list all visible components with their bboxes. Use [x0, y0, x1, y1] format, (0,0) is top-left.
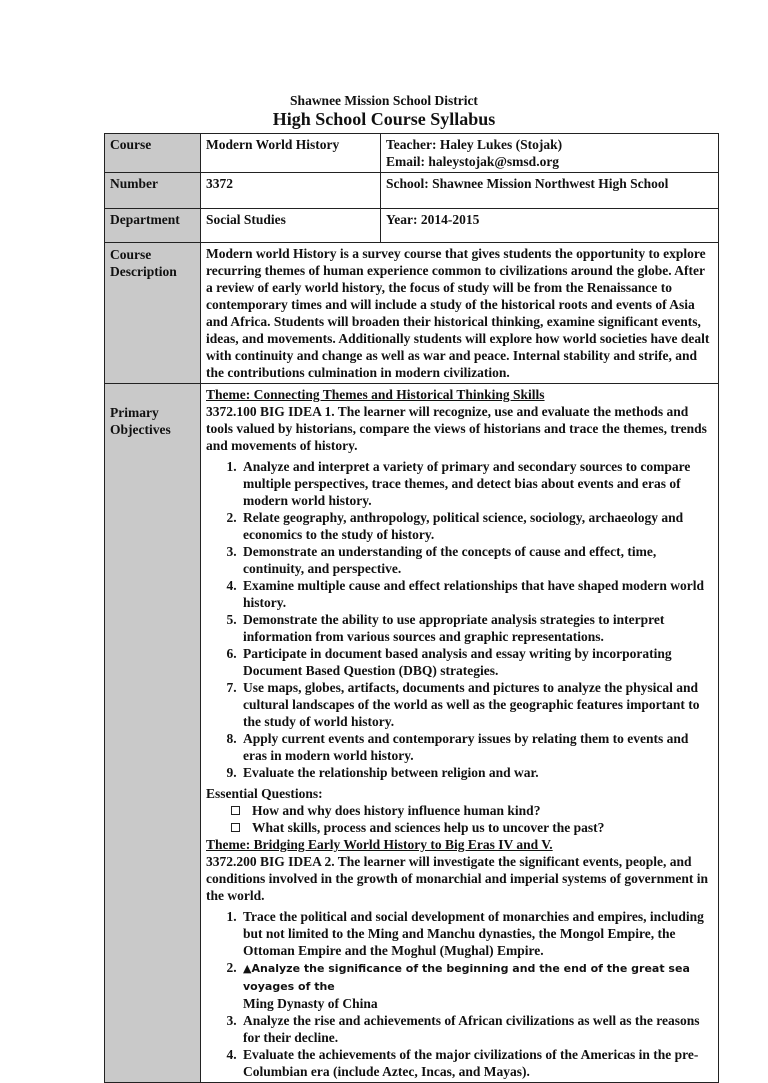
theme-heading-2: Theme: Bridging Early World History to Big Eras IV and V. [206, 837, 553, 852]
list-item: 2. Relate geography, anthropology, political science, sociology, archaeology and economics to the study of history. [240, 509, 713, 543]
list-item-text-continued: Ming Dynasty of China [243, 996, 378, 1011]
essential-question: How and why does history influence human kind? [252, 803, 541, 818]
triangle-icon: ▲ [243, 962, 252, 975]
course-label: Course [105, 134, 201, 173]
list-item [228, 819, 713, 836]
big-idea-1: 3372.100 BIG IDEA 1. The learner will recognize, use and evaluate the methods and tools valued by historians, compare the views of historians and trace the themes, trends and movements of history. [206, 404, 707, 453]
teacher-name: Teacher: Haley Lukes (Stojak) [386, 137, 563, 152]
objectives-content [201, 384, 719, 1083]
list-item: 3. Analyze the rise and achievements of African civilizations as well as the reasons for their decline. [240, 1012, 713, 1046]
objectives-list-2 [206, 908, 713, 1080]
number-label: Number [105, 173, 201, 209]
list-item: 1. Trace the political and social development of monarchies and empires, including but not limited to the Ming and Manchu dynasties, the Mongol Empire, the Ottoman Empire and the Moghul (Mughal) Empire. [240, 908, 713, 959]
objectives-label-line1: Primary [110, 405, 159, 420]
teacher-email: Email: haleystojak@smsd.org [386, 154, 560, 169]
department-value: Social Studies [201, 209, 381, 243]
number-row [105, 173, 719, 209]
essential-question: What skills, process and sciences help us to uncover the past? [252, 820, 605, 835]
checkbox-square-icon [231, 823, 240, 832]
course-description: Modern world History is a survey course that gives students the opportunity to explore recurring themes of human experience common to civilizations around the globe. After a review of early world history, the focus of study will be from the Renaissance to contemporary times and will include a study of the historical roots and events of Asia and Africa. Students will broaden their historical thinking, examine significant events, ideas, and movements. Additionally students will explore how world societies have dealt with continuity and change as well as war and peace. Internal stability and strife, and the contributions culmination in modern civilization. [201, 243, 719, 384]
list-item: 9. Evaluate the relationship between religion and war. [240, 764, 713, 781]
list-item: 6. Participate in document based analysis and essay writing by incorporating Document Based Question (DBQ) strategies. [240, 645, 713, 679]
description-label [105, 243, 201, 384]
teacher-cell [381, 134, 719, 173]
list-item: 7. Use maps, globes, artifacts, documents and pictures to analyze the physical and cultural landscapes of the world as well as the geographic features important to the study of world history. [240, 679, 713, 730]
essential-questions-heading: Essential Questions: [206, 786, 323, 801]
department-row [105, 209, 719, 243]
list-item: 3. Demonstrate an understanding of the concepts of cause and effect, time, continuity, and perspective. [240, 543, 713, 577]
theme-heading-1: Theme: Connecting Themes and Historical Thinking Skills [206, 387, 545, 402]
list-item [240, 959, 713, 1012]
number-value: 3372 [201, 173, 381, 209]
department-label: Department [105, 209, 201, 243]
list-item: 1. Analyze and interpret a variety of primary and secondary sources to compare multiple perspectives, trace themes, and detect bias about events and eras of modern world history. [240, 458, 713, 509]
list-item: 8. Apply current events and contemporary issues by relating them to events and eras in modern world history. [240, 730, 713, 764]
objectives-label [105, 384, 201, 1083]
list-item [228, 802, 713, 819]
syllabus-table [104, 133, 719, 1083]
description-label-line2: Description [110, 264, 177, 279]
list-item: 4. Examine multiple cause and effect relationships that have shaped modern world history. [240, 577, 713, 611]
list-item-text: Analyze the significance of the beginning and the end of the great sea voyages of the [243, 962, 690, 993]
objectives-list-1 [206, 458, 713, 781]
objectives-row [105, 384, 719, 1083]
course-row [105, 134, 719, 173]
school-name: School: Shawnee Mission Northwest High School [381, 173, 719, 209]
district-name: Shawnee Mission School District [290, 93, 478, 108]
objectives-label-line2: Objectives [110, 422, 171, 437]
document-title: High School Course Syllabus [272, 109, 496, 129]
big-idea-2: 3372.200 BIG IDEA 2. The learner will investigate the significant events, people, and conditions involved in the growth of monarchial and imperial systems of government in the world. [206, 854, 709, 903]
checkbox-square-icon [231, 806, 240, 815]
description-label-line1: Course [110, 247, 152, 262]
course-value: Modern World History [201, 134, 381, 173]
list-item: 5. Demonstrate the ability to use appropriate analysis strategies to interpret information from various sources and graphic representations. [240, 611, 713, 645]
list-item: 4. Evaluate the achievements of the major civilizations of the Americas in the pre-Columbian era (include Aztec, Incas, and Mayas). [240, 1046, 713, 1080]
school-year: Year: 2014-2015 [381, 209, 719, 243]
essential-questions-list [206, 802, 713, 836]
description-row [105, 243, 719, 384]
